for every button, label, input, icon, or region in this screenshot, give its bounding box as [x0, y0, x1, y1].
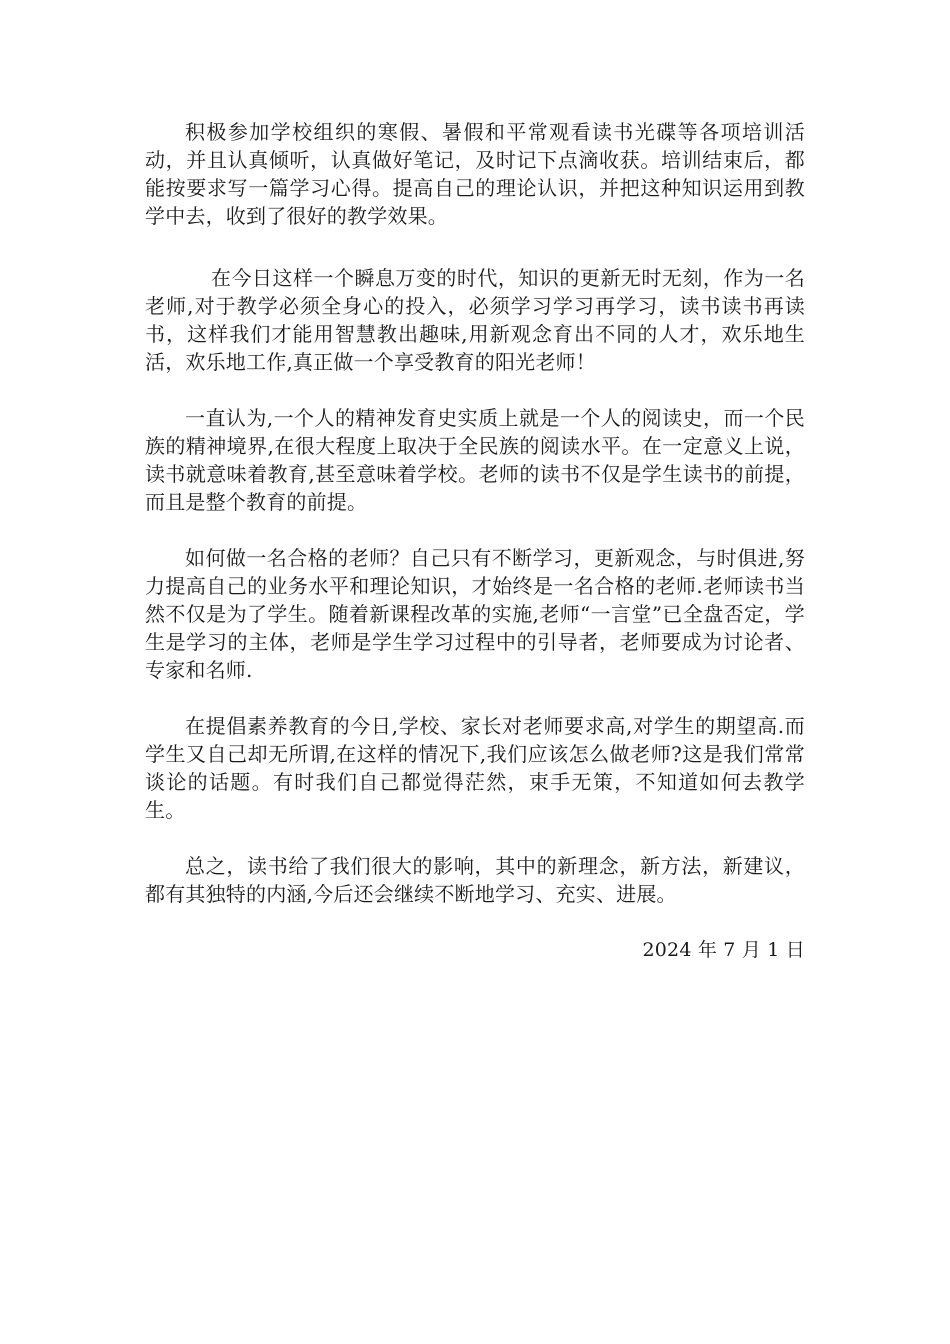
paragraph-qualified-teacher: 如何做一名合格的老师？自己只有不断学习，更新观念，与时俱进,努力提高自己的业务水平和理论知识，才始终是一名合格的老师.老师读书当然不仅是为了学生。随着新课程改革的实施,老师“一言堂”已全盘否定，学生是学习的主体，老师是学生学习过程中的引导者，老师要成为讨论者、专家和名师. [145, 546, 805, 682]
paragraph-quality-education: 在提倡素养教育的今日,学校、家长对老师要求高,对学生的期望高.而学生又自己却无所谓,在这样的情况下,我们应该怎么做老师?这是我们常常谈论的话题。有时我们自己都觉得茫然，束手无策，不知道如何去教学生。 [145, 714, 805, 822]
paragraph-reading-history: 一直认为,一个人的精神发育史实质上就是一个人的阅读史，而一个民族的精神境界,在很大程度上取决于全民族的阅读水平。在一定意义上说，读书就意味着教育,甚至意味着学校。老师的读书不仅是学生读书的前提，而且是整个教育的前提。 [145, 406, 805, 514]
paragraph-era: 在今日这样一个瞬息万变的时代，知识的更新无时无刻，作为一名老师,对于教学必须全身心的投入，必须学习学习再学习，读书读书再读书，这样我们才能用智慧教出趣味,用新观念育出不同的人才，欢乐地生活，欢乐地工作,真正做一个享受教育的阳光老师！ [145, 266, 805, 374]
paragraph-training: 积极参加学校组织的寒假、暑假和平常观看读书光碟等各项培训活动，并且认真倾听，认真做好笔记，及时记下点滴收获。培训结束后，都能按要求写一篇学习心得。提高自己的理论认识，并把这种知识运用到教学中去，收到了很好的教学效果。 [145, 120, 805, 228]
document-date: 2024 年 7 月 1 日 [642, 939, 805, 961]
document-body [145, 118, 805, 992]
paragraph-conclusion: 总之，读书给了我们很大的影响，其中的新理念，新方法，新建议，都有其独特的内涵,今后还会继续不断地学习、充实、进展。 [145, 854, 805, 906]
